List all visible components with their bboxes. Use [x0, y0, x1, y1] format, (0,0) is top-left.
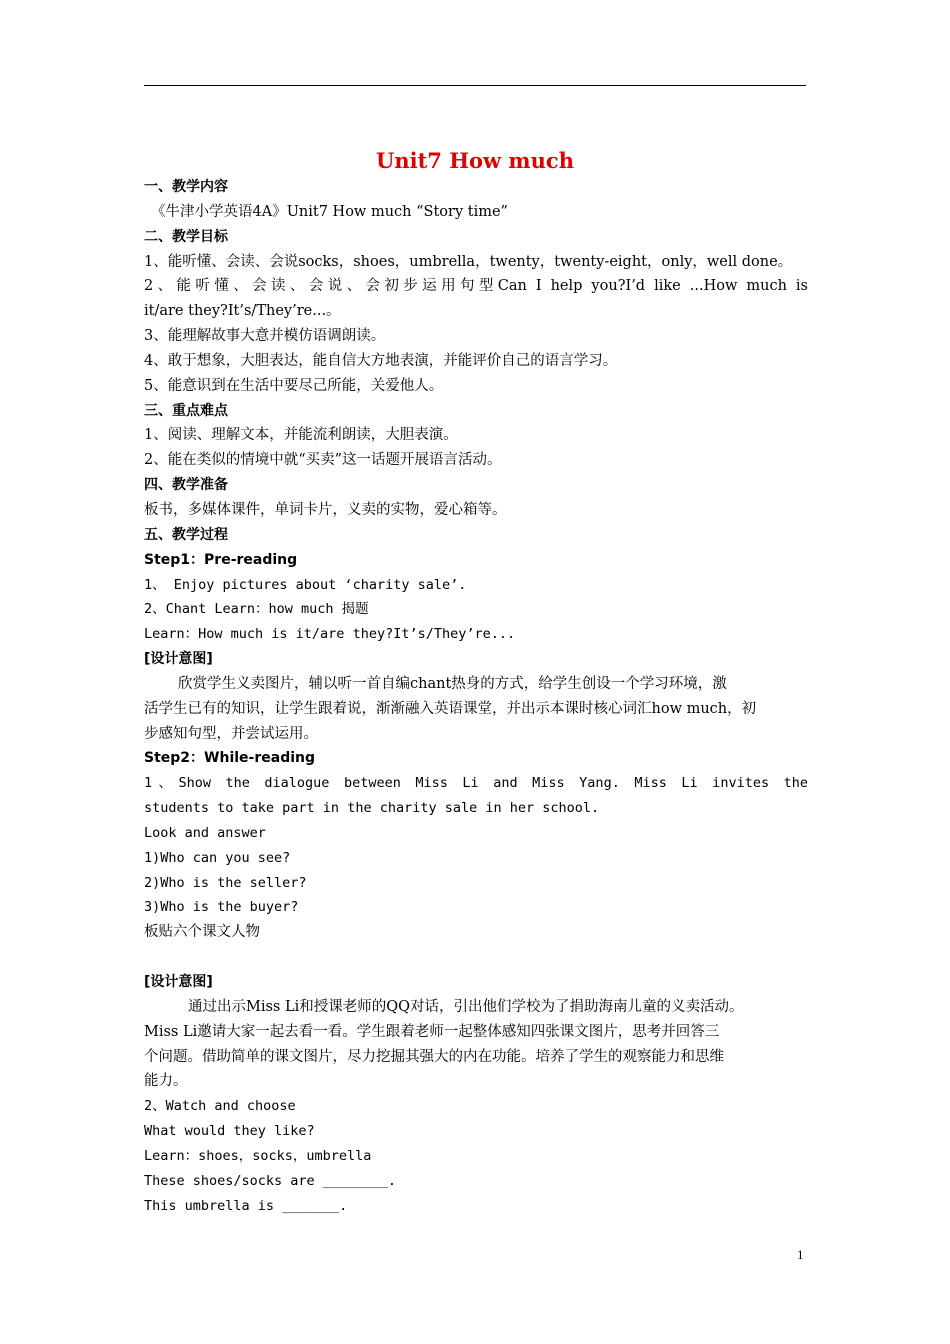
- page-number: 1: [797, 1247, 804, 1262]
- text-line: Learn：How much is it/are they?It’s/They’re...: [144, 626, 516, 643]
- text-line: 1)Who can you see?: [144, 849, 291, 866]
- text-line: These shoes/socks are ________.: [144, 1172, 396, 1189]
- text-line: 1、Show the dialogue between Miss Li and Miss Yang. Miss Li invites the: [144, 775, 808, 792]
- text-line: 通过出示Miss Li和授课老师的QQ对话，引出他们学校为了捐助海南儿童的义卖活动。: [188, 998, 744, 1015]
- section-heading: 三、重点难点: [144, 402, 228, 419]
- text-line: 3、能理解故事大意并模仿语调朗读。: [144, 328, 386, 345]
- text-line: 5、能意识到在生活中要尽己所能，关爱他人。: [144, 377, 444, 394]
- text-line: 1、 Enjoy pictures about ‘charity sale’.: [144, 576, 467, 593]
- header-rule: [144, 85, 806, 86]
- text-line: This umbrella is _______.: [144, 1197, 348, 1214]
- text-line: it/are they?It’s/They’re...。: [144, 303, 341, 320]
- text-line: 2、Watch and choose: [144, 1098, 296, 1115]
- text-line: students to take part in the charity sale in her school.: [144, 800, 600, 817]
- text-line: 3)Who is the buyer?: [144, 899, 299, 916]
- text-line: 活学生已有的知识，让学生跟着说，渐渐融入英语课堂，并出示本课时核心词汇how much，初: [144, 700, 757, 717]
- section-heading: 四、教学准备: [144, 477, 228, 494]
- section-heading: Step2：While-reading: [144, 750, 316, 767]
- text-line: 步感知句型，并尝试运用。: [144, 725, 318, 742]
- section-heading: 五、教学过程: [144, 526, 228, 543]
- section-heading: Step1：Pre-reading: [144, 551, 298, 568]
- text-line: [144, 945, 808, 970]
- text-line: 1、阅读、理解文本，并能流利朗读，大胆表演。: [144, 427, 458, 444]
- text-line: 2、能听懂、会读、会说、会初步运用句型Can I help you?I’d like ...How much is: [144, 278, 808, 295]
- section-heading: [设计意图]: [144, 651, 213, 668]
- section-heading: [设计意图]: [144, 974, 213, 990]
- text-line: 能力。: [144, 1073, 188, 1090]
- text-line: 2、Chant Learn：how much 揭题: [144, 601, 369, 618]
- text-line: What would they like?: [144, 1123, 315, 1140]
- text-line: Miss Li邀请大家一起去看一看。学生跟着老师一起整体感知四张课文图片，思考并回答三: [144, 1023, 720, 1040]
- section-heading: 二、教学目标: [144, 228, 228, 245]
- document-title: Unit7 How much: [376, 148, 574, 173]
- text-line: 板书，多媒体课件，单词卡片，义卖的实物，爱心箱等。: [144, 501, 507, 518]
- section-heading: 一、教学内容: [144, 179, 228, 195]
- text-line: 欣赏学生义卖图片，辅以听一首自编chant热身的方式，给学生创设一个学习环境，激: [178, 675, 727, 692]
- document-body: [144, 175, 808, 1218]
- text-line: 2)Who is the seller?: [144, 874, 307, 891]
- text-line: 板贴六个课文人物: [144, 924, 260, 941]
- text-line: Learn：shoes，socks，umbrella: [144, 1147, 372, 1164]
- text-line: 个问题。借助简单的课文图片，尽力挖掘其强大的内在功能。培养了学生的观察能力和思维: [144, 1048, 724, 1065]
- text-line: Look and answer: [144, 824, 266, 841]
- text-line: 2、能在类似的情境中就“买卖”这一话题开展语言活动。: [144, 452, 502, 469]
- text-line: 《牛津小学英语4A》Unit7 How much “Story time”: [151, 203, 508, 220]
- text-line: 1、能听懂、会读、会说socks，shoes，umbrella，twenty，twenty-eight，only，well done。: [144, 253, 793, 270]
- text-line: 4、敢于想象，大胆表达，能自信大方地表演，并能评价自己的语言学习。: [144, 352, 618, 369]
